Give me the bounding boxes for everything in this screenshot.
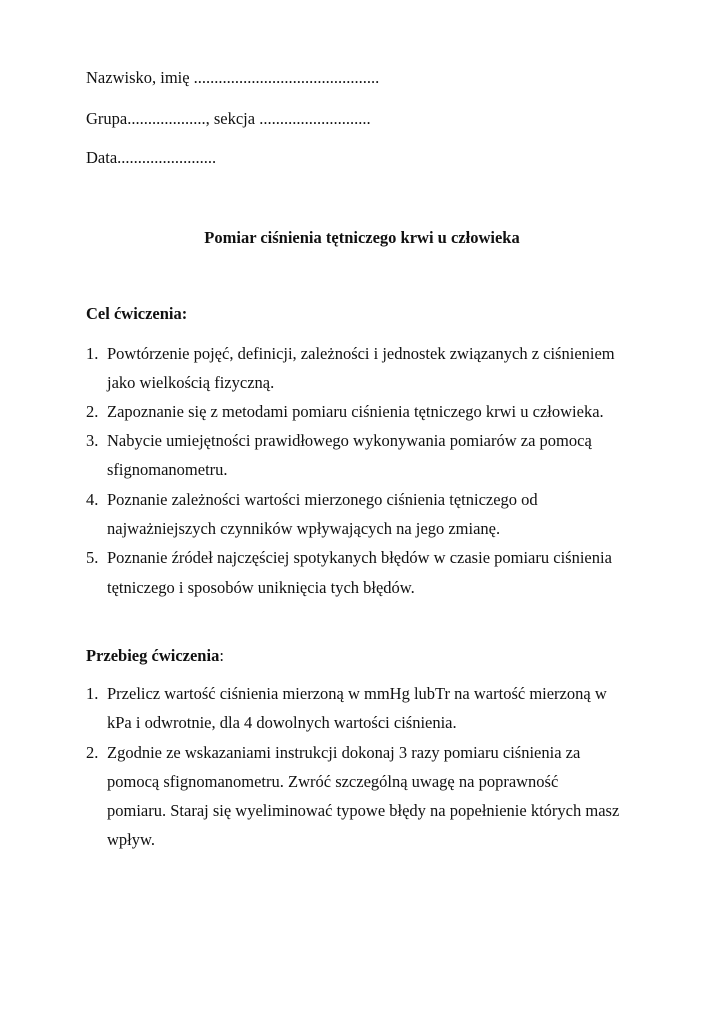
goal-2-line-1: Zapoznanie się z metodami pomiaru ciśnienia tętniczego krwi u człowieka. <box>107 402 604 421</box>
goal-5-number: 5. <box>86 548 99 567</box>
date-line: Data........................ <box>86 148 217 167</box>
procedure-2-line-1: Zgodnie ze wskazaniami instrukcji dokonaj 3 razy pomiaru ciśnienia za <box>107 743 581 762</box>
procedure-1-line-1: Przelicz wartość ciśnienia mierzoną w mmHg lubTr na wartość mierzoną w <box>107 684 607 703</box>
goal-4-line-1: Poznanie zależności wartości mierzonego ciśnienia tętniczego od <box>107 490 538 509</box>
goal-4-line-2: najważniejszych czynników wpływających na jego zmianę. <box>107 519 501 538</box>
goal-2-number: 2. <box>86 402 99 421</box>
goal-4-number: 4. <box>86 490 99 509</box>
goal-3-number: 3. <box>86 431 99 450</box>
document-title: Pomiar ciśnienia tętniczego krwi u człowieka <box>204 228 520 247</box>
procedure-1-number: 1. <box>86 684 99 703</box>
goal-5-line-1: Poznanie źródeł najczęściej spotykanych błędów w czasie pomiaru ciśnienia <box>107 548 612 567</box>
procedure-2-number: 2. <box>86 743 99 762</box>
goal-5-line-2: tętniczego i sposobów uniknięcia tych błędów. <box>107 578 415 597</box>
goal-3-line-1: Nabycie umiejętności prawidłowego wykonywania pomiarów za pomocą <box>107 431 592 450</box>
goals-heading: Cel ćwiczenia: <box>86 304 188 323</box>
procedure-heading <box>86 646 224 666</box>
procedure-heading-colon: : <box>219 646 224 665</box>
procedure-1-line-2: kPa i odwrotnie, dla 4 dowolnych wartości ciśnienia. <box>107 713 457 732</box>
procedure-heading-text: Przebieg ćwiczenia <box>86 646 220 665</box>
procedure-2-line-4: wpływ. <box>107 830 155 849</box>
goal-1-number: 1. <box>86 344 99 363</box>
procedure-2-line-3: pomiaru. Staraj się wyeliminować typowe błędy na popełnienie których masz <box>107 801 620 820</box>
name-line: Nazwisko, imię ............................................. <box>86 68 380 87</box>
goal-1-line-1: Powtórzenie pojęć, definicji, zależności i jednostek związanych z ciśnieniem <box>107 344 615 363</box>
goal-3-line-2: sfignomanometru. <box>107 460 228 479</box>
group-line: Grupa..................., sekcja ........................... <box>86 109 371 128</box>
procedure-2-line-2: pomocą sfignomanometru. Zwróć szczególną uwagę na poprawność <box>107 772 559 791</box>
goal-1-line-2: jako wielkością fizyczną. <box>107 373 275 392</box>
